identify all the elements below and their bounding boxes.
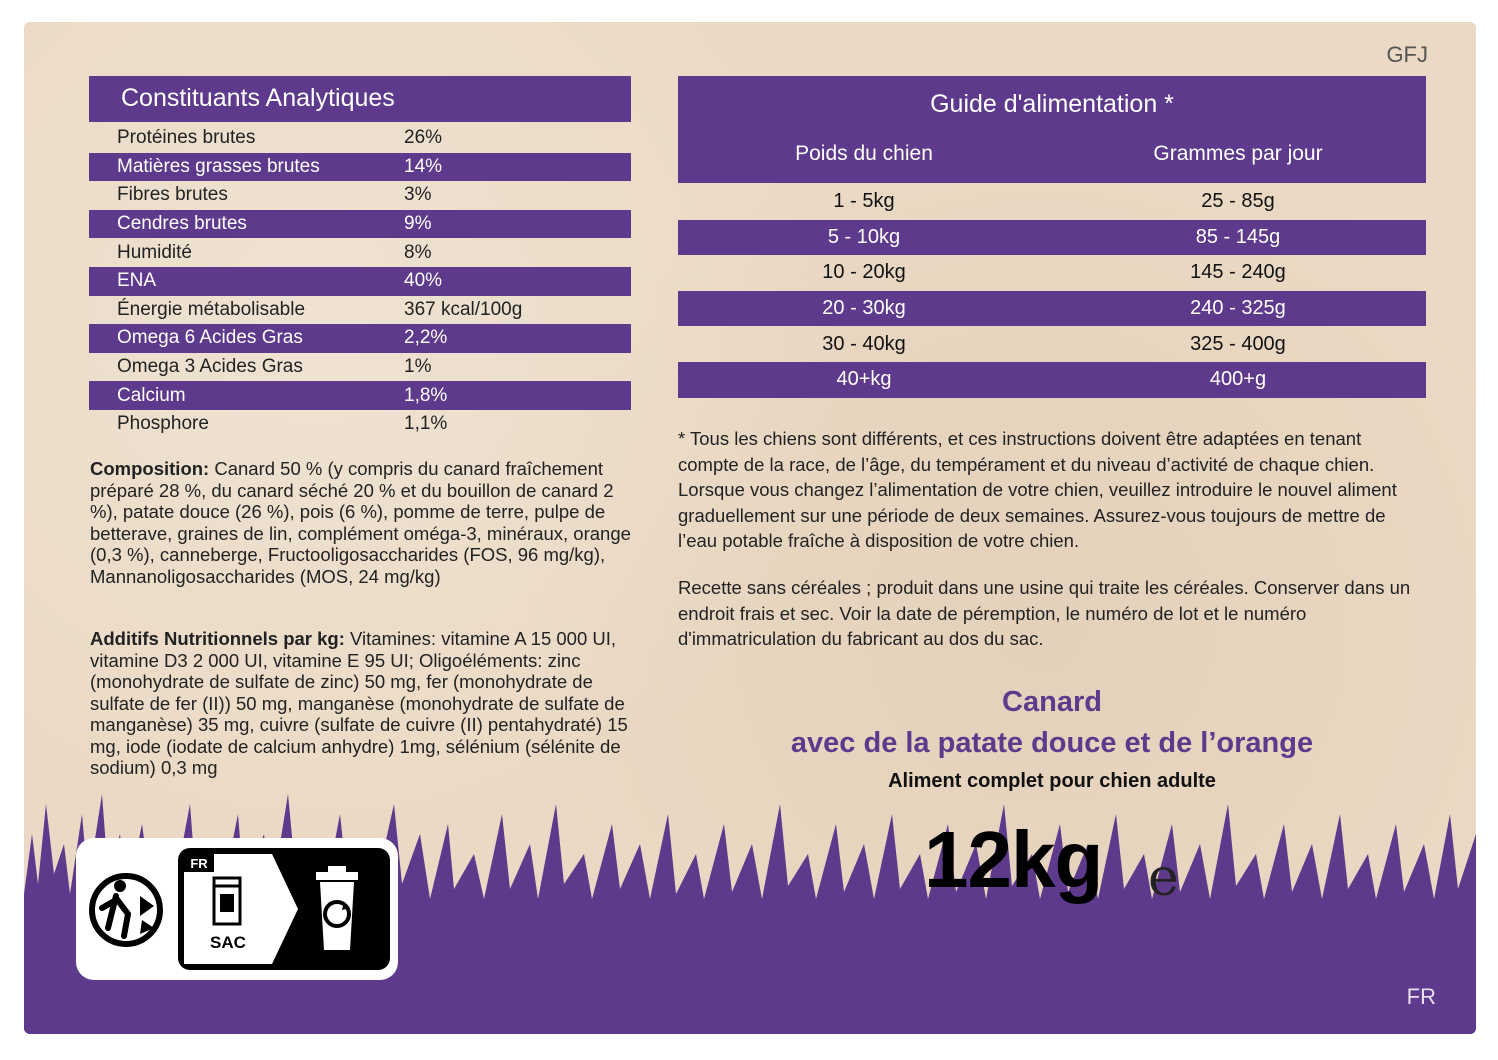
analytic-row [89, 181, 631, 210]
feeding-row [678, 255, 1426, 291]
constituent-name: ENA [117, 270, 157, 292]
grams-per-day: 85 - 145g [1195, 225, 1281, 248]
analytic-row [89, 210, 631, 239]
dog-weight: 30 - 40kg [822, 332, 906, 355]
constituent-value: 2,2% [404, 327, 448, 349]
recipe-note: Recette sans céréales ; produit dans une usine qui traite les céréales. Conserver dans un endroit frais et sec. Voir la date de péremption, le numéro de lot et le numéro d'immatriculation du fabricant au dos du sac. [678, 577, 1411, 649]
analytic-row [89, 267, 631, 296]
constituent-name: Énergie métabolisable [117, 298, 306, 320]
feeding-row [678, 291, 1426, 327]
composition-body: Canard 50 % (y compris du canard fraîchement préparé 28 %, du canard séché 20 % et du bouillon de canard 2 %), patate douce (26 %), pois (6 %), pomme de terre, pulpe de betterave, graines de lin, complément oméga-3, minéraux, orange (0,3 %), canneberge, Fructooligosaccharides (FOS, 96 mg/kg), Mannanoligosaccharides (MOS, 24 mg/kg) [90, 458, 631, 587]
product-code: GFJ [1386, 42, 1428, 67]
product-name [678, 682, 1426, 764]
analytic-title: Constituants Analytiques [89, 76, 631, 122]
feeding-guide-header [678, 76, 1426, 183]
constituent-value: 367 kcal/100g [404, 298, 523, 320]
constituent-value: 1,8% [404, 384, 448, 406]
constituent-value: 14% [404, 155, 443, 177]
grams-per-day: 325 - 400g [1190, 332, 1286, 355]
feeding-row [678, 326, 1426, 362]
additives-label: Additifs Nutritionnels par kg: [90, 628, 345, 649]
feeding-row [678, 362, 1426, 398]
bag-icon [214, 878, 240, 924]
triman-country: FR [190, 856, 208, 871]
analytic-row [89, 324, 631, 353]
feeding-note: * Tous les chiens sont différents, et ces instructions doivent être adaptées en tenant compte de la race, de l’âge, du tempérament et du niveau d’activité de chaque chien. Lorsque vous changez l’alimentation de votre chien, veuillez introduire le nouvel aliment graduellement sur une période de deux semaines. Assurez-vous toujours de mettre de l’eau potable fraîche à disposition de votre chien. [678, 428, 1397, 551]
column-dog-weight: Poids du chien [795, 142, 933, 165]
constituent-name: Calcium [117, 384, 186, 406]
info-recycling-badge [178, 848, 390, 970]
triman-recycling-logo [76, 838, 398, 980]
product-name-line2: avec de la patate douce et de l’orange [790, 727, 1314, 759]
product-name-line1: Canard [1002, 686, 1102, 718]
composition-text [90, 458, 638, 587]
constituent-name: Phosphore [117, 413, 209, 435]
estimate-mark: e [1148, 848, 1179, 908]
dog-weight: 40+kg [836, 368, 892, 391]
triman-icon [92, 876, 160, 944]
grams-per-day: 145 - 240g [1190, 261, 1286, 284]
net-weight: 12kg [924, 815, 1103, 904]
feeding-guide-title: Guide d'alimentation * [930, 90, 1174, 118]
analytic-row [89, 410, 631, 439]
feeding-row [678, 220, 1426, 256]
dog-weight: 5 - 10kg [827, 225, 901, 248]
grams-per-day: 400+g [1209, 368, 1267, 391]
analytic-row [89, 153, 631, 182]
column-grams-per-day: Grammes par jour [1153, 142, 1323, 165]
dog-weight: 20 - 30kg [822, 297, 906, 320]
composition-label: Composition: [90, 458, 210, 479]
constituent-value: 26% [404, 127, 443, 149]
analytic-row [89, 238, 631, 267]
analytic-row [89, 353, 631, 382]
language-code: FR [1406, 984, 1436, 1009]
constituent-name: Protéines brutes [117, 127, 256, 149]
constituent-value: 3% [404, 184, 432, 206]
constituent-value: 1,1% [404, 413, 448, 435]
analytic-row [89, 124, 631, 153]
dog-weight: 10 - 20kg [822, 261, 906, 284]
triman-item: SAC [210, 933, 246, 952]
constituent-name: Humidité [117, 241, 192, 263]
constituent-value: 40% [404, 270, 443, 292]
product-type: Aliment complet pour chien adulte [888, 770, 1216, 792]
grams-per-day: 25 - 85g [1201, 190, 1275, 213]
constituent-value: 1% [404, 356, 432, 378]
feeding-row [678, 184, 1426, 220]
analytic-row [89, 296, 631, 325]
dog-weight: 1 - 5kg [833, 190, 895, 213]
constituent-name: Cendres brutes [117, 213, 247, 235]
grams-per-day: 240 - 325g [1190, 297, 1286, 320]
constituent-name: Omega 3 Acides Gras [117, 356, 303, 378]
analytic-table [89, 124, 631, 439]
additives-body: Vitamines: vitamine A 15 000 UI, vitamine D3 2 000 UI, vitamine E 95 UI; Oligoéléments: zinc (monohydrate de sulfate de zinc) 50 mg, fer (monohydrate de sulfate de fer (II)) 50 mg, manganèse (monohydrate de sulfate de manganèse) 35 mg, cuivre (sulfate de cuivre (II) pentahydraté) 15 mg, iode (iodate de calcium anhydre) 1mg, sélénium (sélénite de sodium) 0,3 mg [90, 628, 628, 778]
constituent-value: 9% [404, 213, 432, 235]
constituent-name: Fibres brutes [117, 184, 228, 206]
feeding-table [678, 184, 1426, 398]
constituent-name: Omega 6 Acides Gras [117, 327, 303, 349]
constituent-value: 8% [404, 241, 432, 263]
constituent-name: Matières grasses brutes [117, 155, 320, 177]
analytic-row [89, 381, 631, 410]
additives-text [90, 628, 638, 779]
